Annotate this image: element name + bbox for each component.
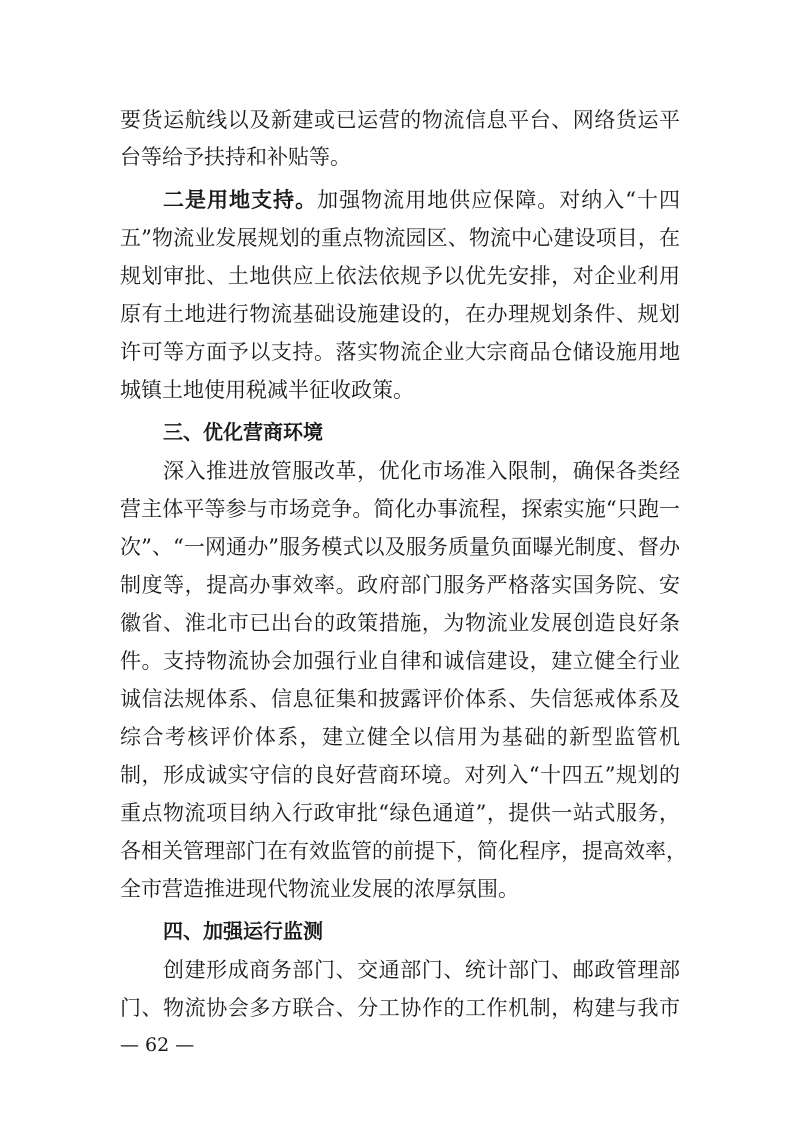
page-number: — 62 — xyxy=(120,1034,195,1056)
body-text-line: 全市营造推进现代物流业发展的浓厚氛围。 xyxy=(120,877,519,901)
section-heading: 三、优化营商环境 xyxy=(163,420,323,444)
body-text-line: 规划审批、土地供应上依法依规予以优先安排，对企业利用 xyxy=(120,264,680,288)
body-text-line: 原有土地进行物流基础设施建设的，在办理规划条件、规划 xyxy=(120,302,680,326)
body-text-line: 徽省、淮北市已出台的政策措施，为物流业发展创造良好条 xyxy=(120,611,680,635)
section-lead-bold: 二是用地支持。 xyxy=(163,188,318,212)
body-text-line: 各相关管理部门在有效监管的前提下，简化程序，提高效率， xyxy=(120,839,687,863)
body-text-line xyxy=(163,186,680,214)
body-text-line: 制，形成诚实守信的良好营商环境。对列入“十四五”规划的 xyxy=(120,763,680,787)
body-text-line: 营主体平等参与市场竞争。简化办事流程，探索实施“只跑一 xyxy=(120,497,680,521)
body-text-line: 制度等，提高办事效率。政府部门服务严格落实国务院、安 xyxy=(120,573,680,597)
body-text-line: 门、物流协会多方联合、分工协作的工作机制，构建与我市 xyxy=(120,996,680,1020)
body-text-line: 台等给予扶持和补贴等。 xyxy=(120,145,351,169)
body-text-line: 诚信法规体系、信息征集和披露评价体系、失信惩戒体系及 xyxy=(120,687,680,711)
body-text-line: 综合考核评价体系，建立健全以信用为基础的新型监管机 xyxy=(120,725,680,749)
section-heading: 四、加强运行监测 xyxy=(163,919,323,943)
body-text-line: 深入推进放管服改革，优化市场准入限制，确保各类经 xyxy=(163,459,680,483)
body-text-line: 创建形成商务部门、交通部门、统计部门、邮政管理部 xyxy=(163,958,680,982)
body-text-line: 许可等方面予以支持。落实物流企业大宗商品仓储设施用地 xyxy=(120,340,680,364)
body-text-line: 要货运航线以及新建或已运营的物流信息平台、网络货运平 xyxy=(120,108,680,132)
body-text-line: 件。支持物流协会加强行业自律和诚信建设，建立健全行业 xyxy=(120,649,680,673)
body-text-line: 次”、“一网通办”服务模式以及服务质量负面曝光制度、督办 xyxy=(120,535,680,559)
body-text-line: 重点物流项目纳入行政审批“绿色通道”，提供一站式服务， xyxy=(120,801,680,825)
body-text-line: 城镇土地使用税减半征收政策。 xyxy=(120,378,414,402)
body-text-line: 五”物流业发展规划的重点物流园区、物流中心建设项目，在 xyxy=(120,226,680,250)
body-text-span: 加强物流用地供应保障。对纳入“十四 xyxy=(317,188,681,212)
